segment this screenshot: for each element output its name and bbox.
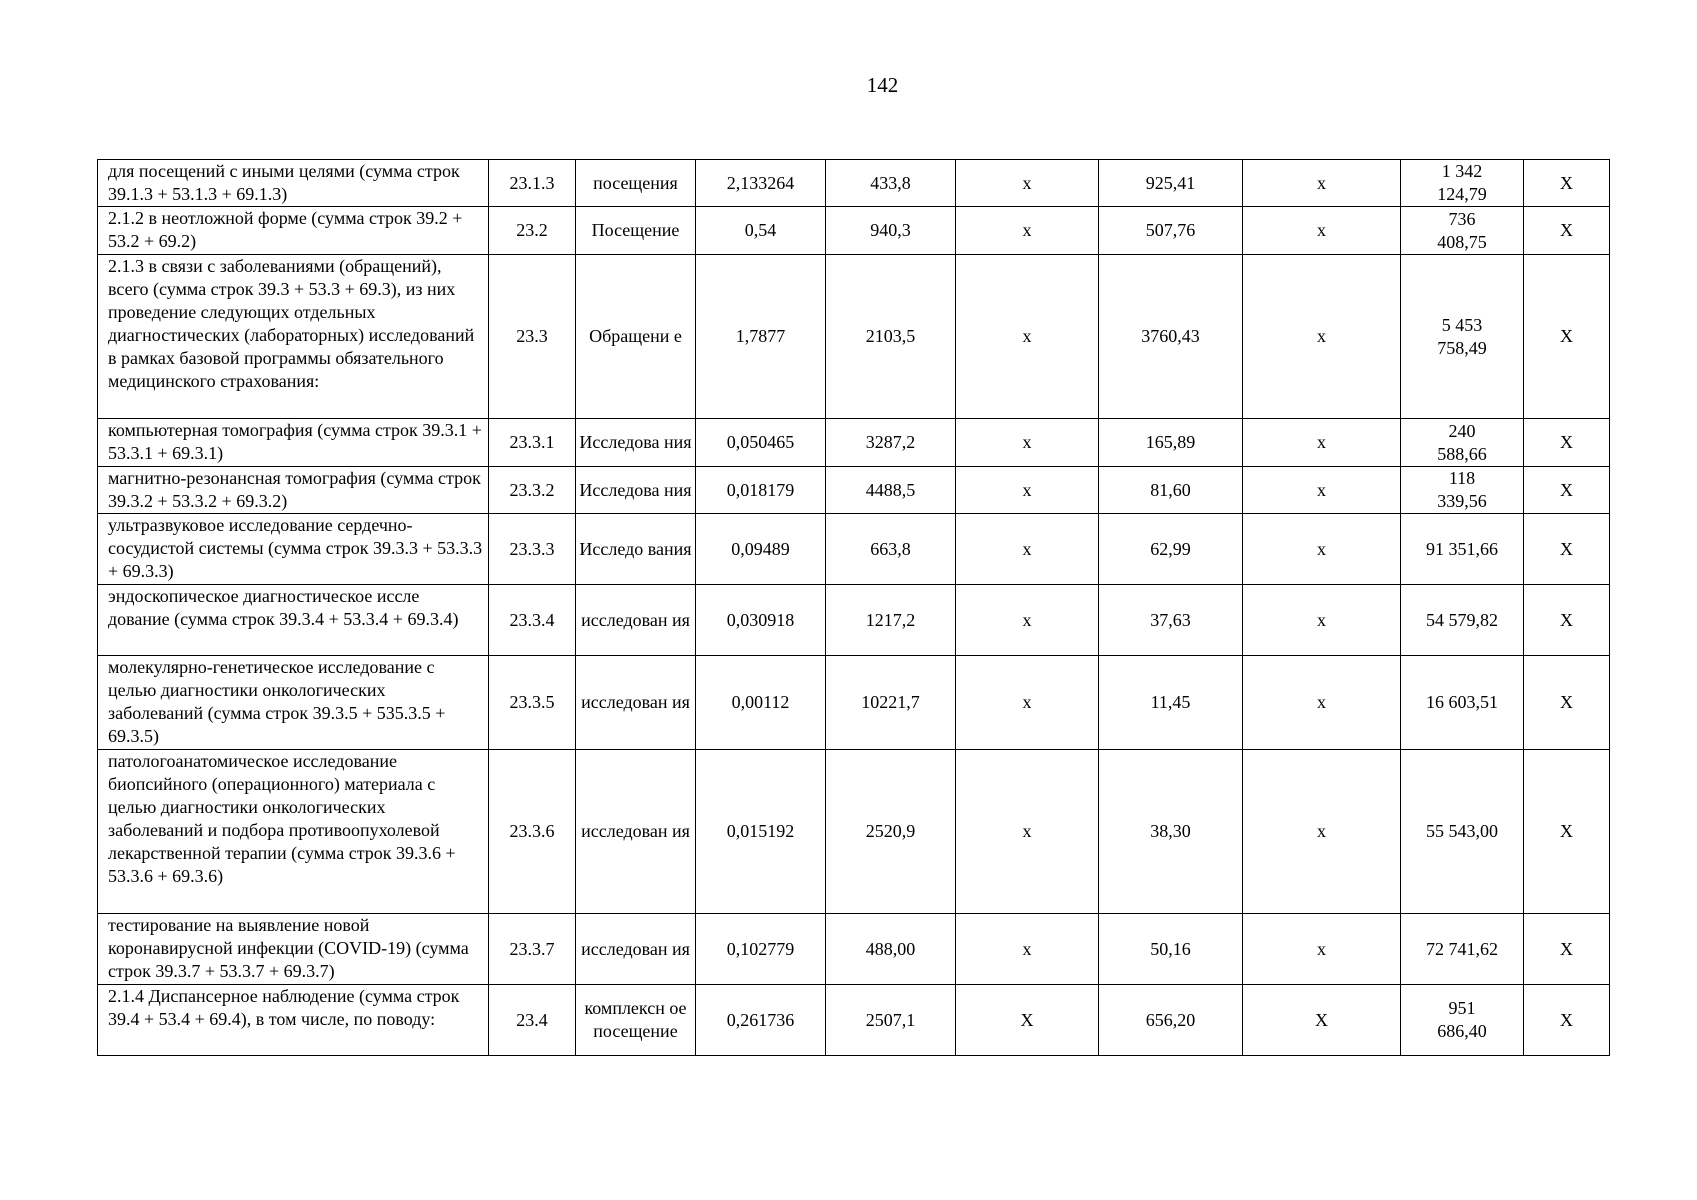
table-row bbox=[98, 985, 1610, 1056]
row-code: 23.3.4 bbox=[489, 585, 576, 656]
row-norm: 0,54 bbox=[696, 207, 826, 255]
table-row bbox=[98, 514, 1610, 585]
row-last: Х bbox=[1524, 467, 1610, 514]
table-row bbox=[98, 207, 1610, 255]
row-col7: 3760,43 bbox=[1099, 255, 1243, 419]
row-description: 2.1.4 Диспансерное наблюдение (сумма строк 39.4 + 53.4 + 69.4), в том числе, по поводу: bbox=[98, 985, 489, 1056]
row-col7: 656,20 bbox=[1099, 985, 1243, 1056]
row-code: 23.2 bbox=[489, 207, 576, 255]
row-unit: Обращени е bbox=[576, 255, 696, 419]
row-description: 2.1.3 в связи с заболеваниями (обращений), всего (сумма строк 39.3 + 53.3 + 69.3), из них проведение следующих отдельных диагностических (лабораторных) исследований в рамках базовой программы обязательного медицинского страхования: bbox=[98, 255, 489, 419]
row-cost: 3287,2 bbox=[826, 419, 956, 467]
row-norm: 0,050465 bbox=[696, 419, 826, 467]
row-col7: 11,45 bbox=[1099, 656, 1243, 750]
row-total: 736 408,75 bbox=[1401, 207, 1524, 255]
row-last: Х bbox=[1524, 160, 1610, 207]
row-col6: х bbox=[956, 656, 1099, 750]
row-unit: исследован ия bbox=[576, 914, 696, 985]
row-description: патологоанатомическое исследование биопсийного (операционного) материала с целью диагностики онкологических заболеваний и подбора противоопухолевой лекарственной терапии (сумма строк 39.3.6 + 53.3.6 + 69.3.6) bbox=[98, 750, 489, 914]
row-total: 951 686,40 bbox=[1401, 985, 1524, 1056]
row-col7: 81,60 bbox=[1099, 467, 1243, 514]
row-description: 2.1.2 в неотложной форме (сумма строк 39.2 + 53.2 + 69.2) bbox=[98, 207, 489, 255]
row-cost: 4488,5 bbox=[826, 467, 956, 514]
row-col6: х bbox=[956, 750, 1099, 914]
row-last: Х bbox=[1524, 207, 1610, 255]
row-col7: 507,76 bbox=[1099, 207, 1243, 255]
row-last: Х bbox=[1524, 514, 1610, 585]
row-description: тестирование на выявление новой коронавирусной инфекции (COVID-19) (сумма строк 39.3.7 + 53.3.7 + 69.3.7) bbox=[98, 914, 489, 985]
row-cost: 433,8 bbox=[826, 160, 956, 207]
row-col6: х bbox=[956, 419, 1099, 467]
row-unit: исследован ия bbox=[576, 656, 696, 750]
table-row bbox=[98, 750, 1610, 914]
row-last: Х bbox=[1524, 419, 1610, 467]
row-code: 23.3.3 bbox=[489, 514, 576, 585]
row-unit: Исследо вания bbox=[576, 514, 696, 585]
row-col8: Х bbox=[1243, 985, 1401, 1056]
row-col8: х bbox=[1243, 255, 1401, 419]
row-description: эндоскопическое диагностическое иссле дование (сумма строк 39.3.4 + 53.3.4 + 69.3.4) bbox=[98, 585, 489, 656]
row-description: молекулярно-генетическое исследование с целью диагностики онкологических заболеваний (сумма строк 39.3.5 + 535.3.5 + 69.3.5) bbox=[98, 656, 489, 750]
row-col8: х bbox=[1243, 656, 1401, 750]
row-last: Х bbox=[1524, 985, 1610, 1056]
row-description: магнитно-резонансная томография (сумма строк 39.3.2 + 53.3.2 + 69.3.2) bbox=[98, 467, 489, 514]
row-unit: Исследова ния bbox=[576, 467, 696, 514]
row-col7: 37,63 bbox=[1099, 585, 1243, 656]
row-code: 23.3 bbox=[489, 255, 576, 419]
row-total: 16 603,51 bbox=[1401, 656, 1524, 750]
row-description: ультразвуковое исследование сердечно-сосудистой системы (сумма строк 39.3.3 + 53.3.3 + 69.3.3) bbox=[98, 514, 489, 585]
row-unit: посещения bbox=[576, 160, 696, 207]
row-last: Х bbox=[1524, 585, 1610, 656]
table-row bbox=[98, 419, 1610, 467]
row-col8: х bbox=[1243, 160, 1401, 207]
row-norm: 1,7877 bbox=[696, 255, 826, 419]
row-col8: х bbox=[1243, 514, 1401, 585]
row-total: 54 579,82 bbox=[1401, 585, 1524, 656]
page-number: 142 bbox=[866, 73, 899, 97]
row-cost: 940,3 bbox=[826, 207, 956, 255]
row-col6: х bbox=[956, 160, 1099, 207]
row-col8: х bbox=[1243, 750, 1401, 914]
row-code: 23.3.1 bbox=[489, 419, 576, 467]
row-col6: х bbox=[956, 914, 1099, 985]
row-col6: Х bbox=[956, 985, 1099, 1056]
table-row bbox=[98, 467, 1610, 514]
row-unit: исследован ия bbox=[576, 750, 696, 914]
table-row bbox=[98, 255, 1610, 419]
table-row bbox=[98, 914, 1610, 985]
row-last: Х bbox=[1524, 255, 1610, 419]
row-cost: 1217,2 bbox=[826, 585, 956, 656]
row-norm: 2,133264 bbox=[696, 160, 826, 207]
row-norm: 0,015192 bbox=[696, 750, 826, 914]
row-total: 240 588,66 bbox=[1401, 419, 1524, 467]
row-norm: 0,018179 bbox=[696, 467, 826, 514]
row-cost: 10221,7 bbox=[826, 656, 956, 750]
table-row bbox=[98, 160, 1610, 207]
row-cost: 488,00 bbox=[826, 914, 956, 985]
row-col8: х bbox=[1243, 207, 1401, 255]
row-col8: х bbox=[1243, 419, 1401, 467]
row-code: 23.3.5 bbox=[489, 656, 576, 750]
row-code: 23.3.2 bbox=[489, 467, 576, 514]
row-col7: 38,30 bbox=[1099, 750, 1243, 914]
row-unit: исследован ия bbox=[576, 585, 696, 656]
table-row bbox=[98, 656, 1610, 750]
row-total: 118 339,56 bbox=[1401, 467, 1524, 514]
row-total: 91 351,66 bbox=[1401, 514, 1524, 585]
row-cost: 663,8 bbox=[826, 514, 956, 585]
row-col7: 50,16 bbox=[1099, 914, 1243, 985]
row-last: Х bbox=[1524, 750, 1610, 914]
row-cost: 2103,5 bbox=[826, 255, 956, 419]
row-description: для посещений с иными целями (сумма строк 39.1.3 + 53.1.3 + 69.1.3) bbox=[98, 160, 489, 207]
row-col6: х bbox=[956, 467, 1099, 514]
row-norm: 0,09489 bbox=[696, 514, 826, 585]
row-norm: 0,00112 bbox=[696, 656, 826, 750]
row-col6: х bbox=[956, 207, 1099, 255]
row-col7: 62,99 bbox=[1099, 514, 1243, 585]
row-col8: х bbox=[1243, 467, 1401, 514]
row-cost: 2507,1 bbox=[826, 985, 956, 1056]
row-col6: х bbox=[956, 585, 1099, 656]
row-col7: 925,41 bbox=[1099, 160, 1243, 207]
row-col6: х bbox=[956, 255, 1099, 419]
row-norm: 0,030918 bbox=[696, 585, 826, 656]
row-unit: Посещение bbox=[576, 207, 696, 255]
table-row bbox=[98, 585, 1610, 656]
row-norm: 0,261736 bbox=[696, 985, 826, 1056]
row-col8: х bbox=[1243, 585, 1401, 656]
row-unit: комплексн ое посещение bbox=[576, 985, 696, 1056]
row-last: Х bbox=[1524, 914, 1610, 985]
row-code: 23.3.6 bbox=[489, 750, 576, 914]
row-unit: Исследова ния bbox=[576, 419, 696, 467]
row-description: компьютерная томография (сумма строк 39.3.1 + 53.3.1 + 69.3.1) bbox=[98, 419, 489, 467]
row-code: 23.3.7 bbox=[489, 914, 576, 985]
row-norm: 0,102779 bbox=[696, 914, 826, 985]
data-table bbox=[97, 159, 1610, 1056]
row-total: 72 741,62 bbox=[1401, 914, 1524, 985]
row-total: 55 543,00 bbox=[1401, 750, 1524, 914]
row-total: 1 342 124,79 bbox=[1401, 160, 1524, 207]
row-total: 5 453 758,49 bbox=[1401, 255, 1524, 419]
row-cost: 2520,9 bbox=[826, 750, 956, 914]
row-col7: 165,89 bbox=[1099, 419, 1243, 467]
row-last: Х bbox=[1524, 656, 1610, 750]
row-col6: х bbox=[956, 514, 1099, 585]
row-col8: х bbox=[1243, 914, 1401, 985]
row-code: 23.1.3 bbox=[489, 160, 576, 207]
row-code: 23.4 bbox=[489, 985, 576, 1056]
